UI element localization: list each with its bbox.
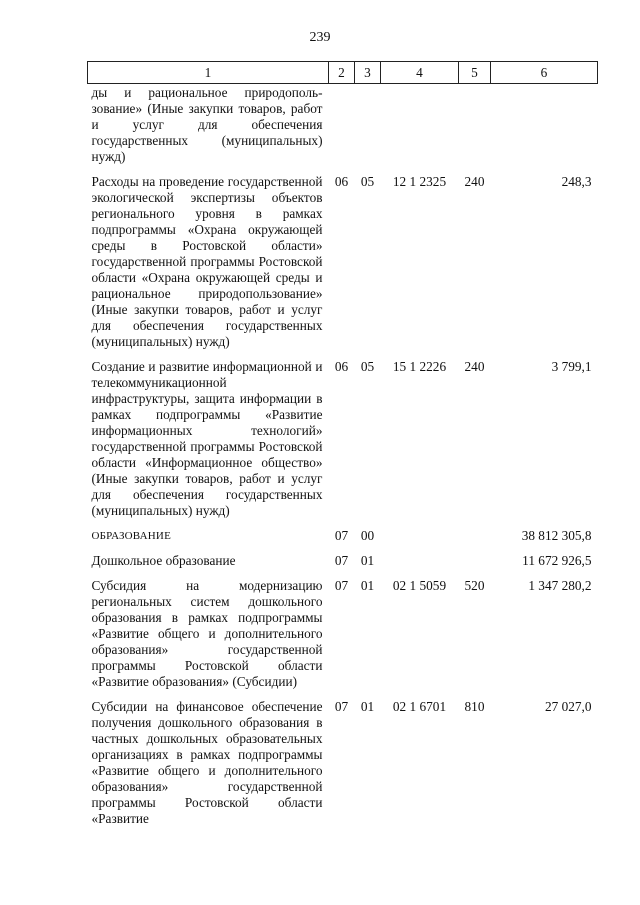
row-expense-type <box>459 553 491 578</box>
row-section: 07 <box>334 699 349 714</box>
row-target-article <box>381 553 459 578</box>
table-row <box>88 699 598 836</box>
row-amount: 38 812 305,8 <box>521 528 592 543</box>
row-name: Создание и развитие информационной и телекоммуникационной инфраструктуры, защита информации в рамках подпрограммы «Развитие информационных технологий» государственной программы Ростовской области «Информационное общество» (Иные закупки товаров, работ и услуг для обеспечения государственных (муниципальных) нужд) <box>91 359 323 518</box>
row-target-article <box>381 84 459 175</box>
table-header-row <box>88 62 598 84</box>
row-section <box>329 84 355 175</box>
row-subsection: 05 <box>360 174 375 189</box>
row-subsection: 00 <box>360 528 375 543</box>
row-target-article: 12 1 2325 <box>392 174 447 189</box>
budget-table <box>87 61 598 836</box>
table-row <box>88 528 598 553</box>
row-amount: 11 672 926,5 <box>522 553 592 568</box>
row-name: Дошкольное образование <box>91 553 236 568</box>
row-name: ОБРАЗОВАНИЕ <box>91 530 171 542</box>
row-expense-type: 240 <box>464 359 485 374</box>
row-name: Субсидии на финансовое обеспечение получения дошкольного образования в частных дошкольных образовательных организациях в рамках подпрограммы «Развитие общего и дополнительного образования» государственной программы Ростовской области «Развитие <box>91 699 323 826</box>
row-expense-type <box>459 528 491 553</box>
page-number: 239 <box>309 30 331 45</box>
row-expense-type: 520 <box>464 578 485 593</box>
row-target-article: 02 1 6701 <box>392 699 447 714</box>
row-subsection: 01 <box>360 578 375 593</box>
row-target-article: 02 1 5059 <box>392 578 447 593</box>
row-expense-type <box>459 84 491 175</box>
row-name: Расходы на проведение государственной экологической экспертизы объектов регионального уровня в рамках подпрограммы «Охрана окружающей среды в Ростовской области» государственной программы Ростовской области «Охрана окружающей среды и рациональное природопользование» (Иные закупки товаров, работ и услуг для обеспечения государственных (муниципальных) нужд) <box>91 174 323 349</box>
table-row <box>88 84 598 175</box>
row-subsection: 01 <box>360 699 375 714</box>
table-row <box>88 553 598 578</box>
row-section: 07 <box>334 553 349 568</box>
column-header-subsection: 3 <box>355 62 381 84</box>
row-name: ды и рациональное природопользование» (Иные закупки товаров, работ и услуг для обеспечения государственных (муниципальных) нужд) <box>91 85 323 164</box>
row-subsection <box>355 84 381 175</box>
column-header-amount: 6 <box>491 62 598 84</box>
row-section: 06 <box>334 174 349 189</box>
row-subsection: 01 <box>360 553 375 568</box>
table-row <box>88 578 598 699</box>
row-target-article: 15 1 2226 <box>392 359 447 374</box>
row-amount: 3 799,1 <box>551 359 592 374</box>
row-expense-type: 810 <box>464 699 485 714</box>
table-row <box>88 174 598 359</box>
row-subsection: 05 <box>360 359 375 374</box>
table-row <box>88 359 598 528</box>
row-amount <box>491 84 598 175</box>
row-section: 06 <box>334 359 349 374</box>
row-amount: 1 347 280,2 <box>528 578 592 593</box>
column-header-name: 1 <box>88 62 329 84</box>
row-section: 07 <box>334 528 349 543</box>
row-section: 07 <box>334 578 349 593</box>
row-target-article <box>381 528 459 553</box>
row-name: Субсидия на модернизацию региональных систем дошкольного образования в рамках подпрограммы «Развитие общего и дополнительного образования» государственной программы Ростовской области «Развитие образования» (Субсидии) <box>91 578 323 689</box>
column-header-section: 2 <box>329 62 355 84</box>
row-expense-type: 240 <box>464 174 485 189</box>
row-amount: 27 027,0 <box>544 699 592 714</box>
column-header-expense-type: 5 <box>459 62 491 84</box>
column-header-target-article: 4 <box>381 62 459 84</box>
row-amount: 248,3 <box>561 174 592 189</box>
